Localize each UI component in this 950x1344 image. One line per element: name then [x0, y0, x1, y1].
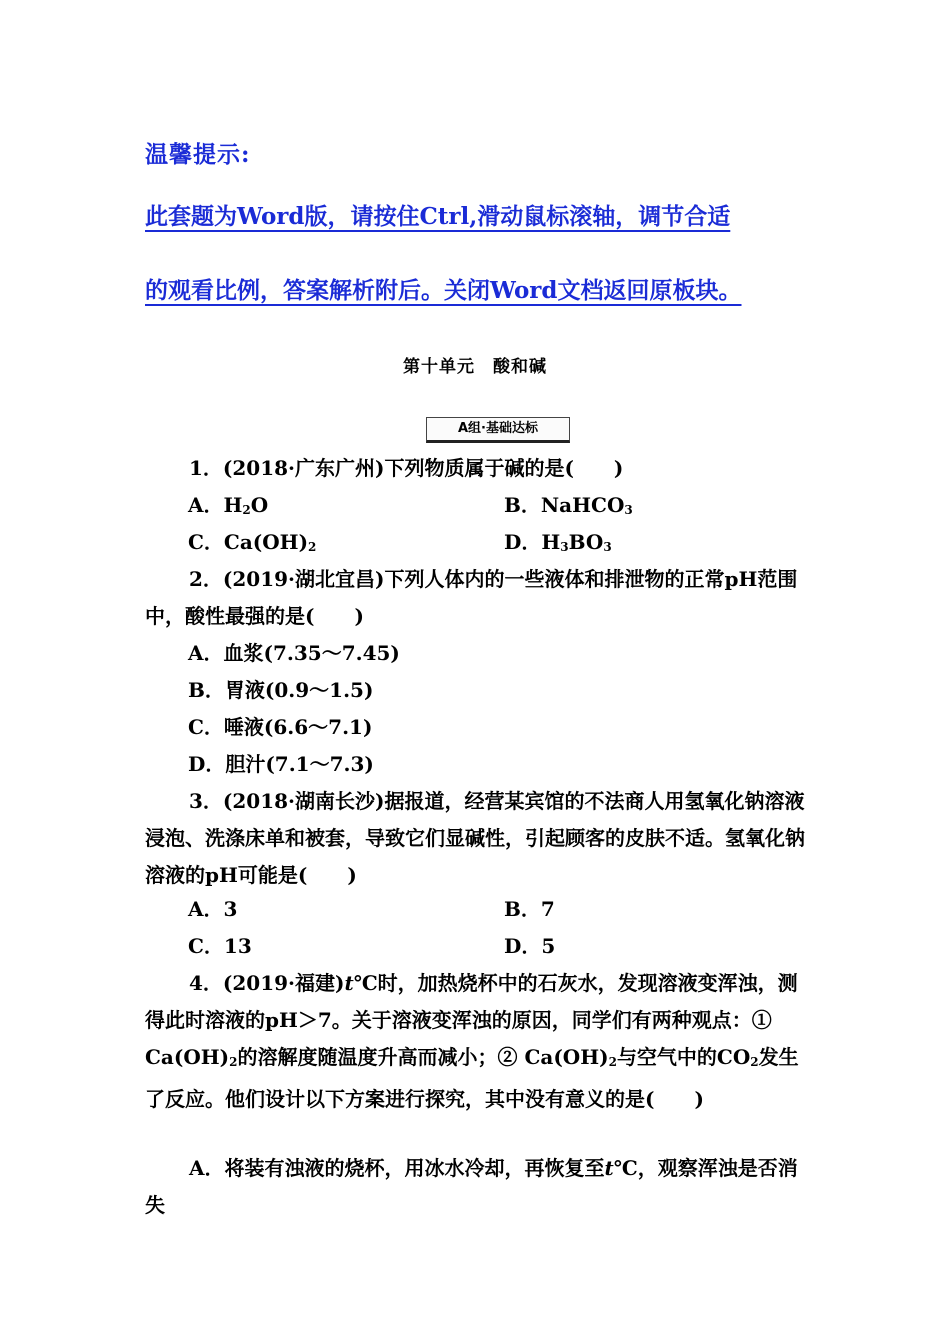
question-3-option-c: C．13 [188, 934, 252, 958]
question-3-option-a: A．3 [188, 897, 238, 921]
question-1-stem: 1．(2018·广东广州)下列物质属于碱的是( ) [189, 456, 624, 480]
question-1-option-b: B．NaHCO$_3$ [504, 493, 633, 517]
question-2-option-c: C．唾液(6.6～7.1) [188, 715, 373, 739]
question-2-option-b: B．胃液(0.9～1.5) [188, 678, 374, 702]
question-3-stem: 3．(2018·湖南长沙)据报道，经营某宾馆的不法商人用氢氧化钠溶液浸泡、洗涤床单和被套，导致它们显碱性，引起顾客的皮肤不适。氢氧化钠溶液的pH可能是( ) [145, 789, 805, 887]
question-1-option-c: C．$Ca(OH)_2$ [188, 530, 317, 554]
question-3-option-d: D．5 [504, 934, 556, 958]
question-2-option-d: D．胆汁(7.1～7.3) [188, 752, 374, 776]
unit-title: 第十单元 酸和碱 [403, 357, 547, 377]
notice-line-2[interactable]: 的观看比例，答案解析附后。关闭Word文档返回原板块。 [145, 277, 742, 304]
question-4-stem: 4．(2019·福建)t℃时，加热烧杯中的石灰水，发现溶液变浑浊，测得此时溶液的pH＞7。关于溶液变浑浊的原因，同学们有两种观点：① $Ca(OH)_2$的溶解度随温度升高而减小；② $Ca(OH)_2$与空气中的$CO_2$发生了反应。他们设计以下方案进行探究，其中没有意义的是( ) [145, 971, 799, 1111]
question-2-stem: 2．(2019·湖北宜昌)下列人体内的一些液体和排泄物的正常pH范围中，酸性最强的是( ) [145, 567, 798, 628]
notice-title: 温馨提示: [145, 141, 251, 168]
question-3-option-b: B．7 [504, 897, 555, 921]
notice-line-1[interactable]: 此套题为Word版，请按住Ctrl,滑动鼠标滚轴，调节合适 [145, 203, 731, 230]
section-badge: A组·基础达标 [426, 417, 570, 443]
question-2-option-a: A．血浆(7.35～7.45) [188, 641, 400, 665]
question-1-option-d: D．$H_3BO_3$ [504, 530, 612, 554]
question-4-option-a: A．将装有浊液的烧杯，用冰水冷却，再恢复至t℃，观察浑浊是否消失 [145, 1156, 798, 1217]
question-1-option-a: A．$H_2O$ [188, 493, 269, 517]
